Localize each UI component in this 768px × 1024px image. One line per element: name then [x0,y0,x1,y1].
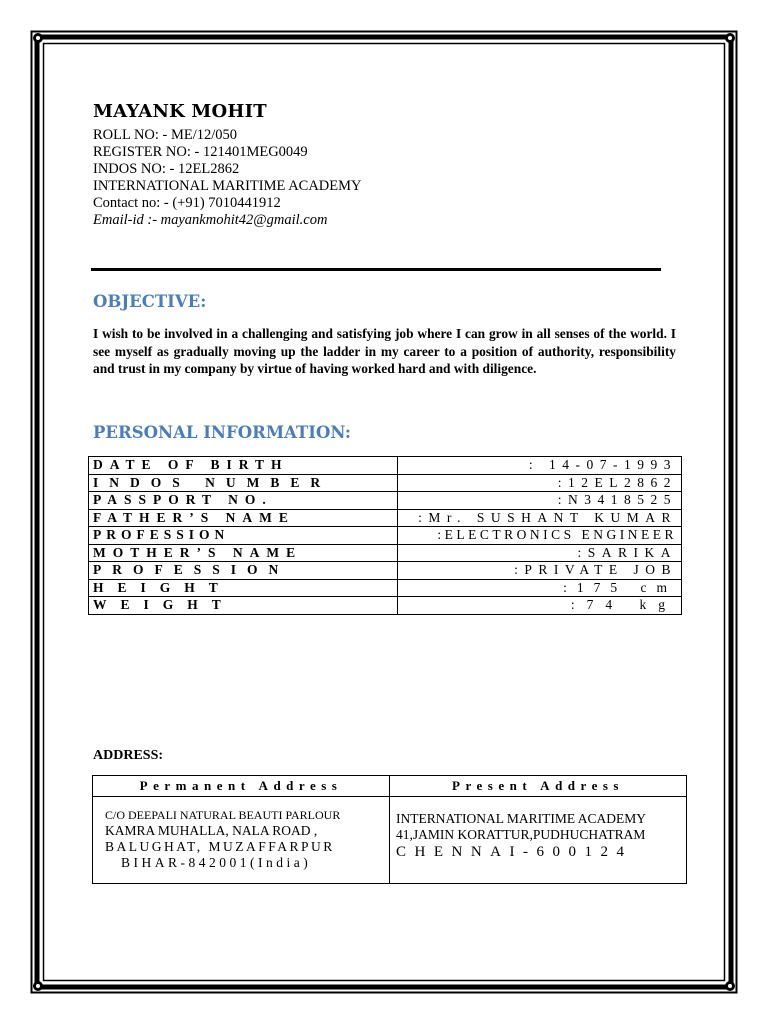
objective-heading: OBJECTIVE: [93,292,207,311]
indos-number: INDOS NO: - 12EL2862 [93,161,240,177]
personal-info-table [88,456,682,615]
table-row [89,544,682,562]
table-row [89,509,682,527]
permanent-address-line: BIHAR-842001(India) [121,855,312,870]
table-row [89,562,682,580]
table-row [93,797,687,884]
table-header-row [93,776,687,797]
candidate-name: MAYANK MOHIT [93,101,267,122]
permanent-address-cell [93,797,390,884]
contact-block [93,127,362,229]
header-divider [91,268,661,271]
permanent-address-line: KAMRA MUHALLA, NALA ROAD , [105,823,318,838]
permanent-address-line: BALUGHAT, MUZAFFARPUR [105,839,335,854]
row-label: FATHER’S NAME [89,509,398,527]
row-value: :74 kg [398,597,682,615]
present-address-line: CHENNAI-600124 [396,844,633,860]
email-address: Email-id :- mayankmohit42@gmail.com [93,212,328,228]
row-value: : 14-07-1993 [398,457,682,475]
contact-number: Contact no: - (+91) 7010441912 [93,195,281,211]
row-value: :N3418525 [398,492,682,510]
permanent-address-heading: Permanent Address [93,776,390,797]
row-label: PASSPORT NO. [89,492,398,510]
row-value: :12EL2862 [398,474,682,492]
personal-info-heading: PERSONAL INFORMATION: [93,423,351,442]
table-row [89,527,682,545]
row-label: DATE OF BIRTH [89,457,398,475]
present-address-line: INTERNATIONAL MARITIME ACADEMY [396,811,646,826]
present-address-heading: Present Address [390,776,687,797]
address-table [92,775,687,884]
table-row [89,579,682,597]
table-row [89,474,682,492]
objective-text: I wish to be involved in a challenging and satisfying job where I can grow in all senses of the world. I see myself as gradually moving up the ladder in my career to a position of authority, responsibility and trust in my company by virtue of having worked hard and with diligence. [93,326,676,376]
row-label: MOTHER’S NAME [89,544,398,562]
row-label: WEIGHT [89,597,398,615]
register-number: REGISTER NO: - 121401MEG0049 [93,144,308,160]
institution-name: INTERNATIONAL MARITIME ACADEMY [93,178,362,194]
table-row [89,597,682,615]
present-address-cell [390,797,687,884]
address-label: ADDRESS: [93,748,164,763]
row-label: INDOS NUMBER [89,474,398,492]
table-row [89,492,682,510]
row-label: PROFESSION [89,562,398,580]
row-value: :PRIVATE JOB [398,562,682,580]
roll-number: ROLL NO: - ME/12/050 [93,127,238,143]
permanent-address-line: C/O DEEPALI NATURAL BEAUTI PARLOUR [105,808,341,822]
row-value: :Mr. SUSHANT KUMAR [398,509,682,527]
table-row [89,457,682,475]
row-label: HEIGHT [89,579,398,597]
row-label: PROFESSION [89,527,398,545]
present-address-line: 41,JAMIN KORATTUR,PUDHUCHATRAM [396,827,646,842]
row-value: :175 cm [398,579,682,597]
row-value: :SARIKA [398,544,682,562]
row-value: :ELECTRONICS ENGINEER [398,527,682,545]
